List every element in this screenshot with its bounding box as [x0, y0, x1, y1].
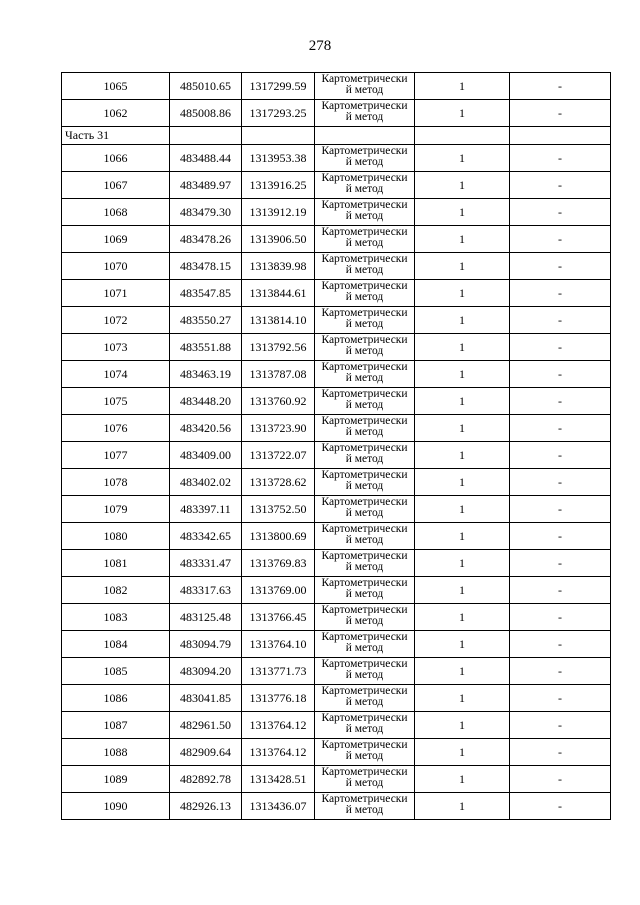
x-coordinate-cell: 482892.78	[170, 766, 242, 793]
method-line-1: Картометрически	[321, 632, 408, 643]
method-line-1: Картометрически	[321, 101, 408, 112]
table-row	[62, 100, 611, 127]
method-cell	[315, 145, 415, 172]
method-cell	[315, 793, 415, 820]
y-coordinate-cell: 1313722.07	[242, 442, 315, 469]
empty-cell	[415, 127, 510, 145]
empty-cell	[170, 127, 242, 145]
x-coordinate-cell: 483397.11	[170, 496, 242, 523]
method-text	[315, 686, 414, 710]
method-line-1: Картометрически	[321, 362, 408, 373]
y-coordinate-cell: 1313752.50	[242, 496, 315, 523]
accuracy-cell: 1	[415, 631, 510, 658]
note-cell: -	[510, 604, 611, 631]
method-cell	[315, 631, 415, 658]
method-line-2: й метод	[345, 723, 384, 735]
note-cell: -	[510, 577, 611, 604]
table-row	[62, 712, 611, 739]
y-coordinate-cell: 1313916.25	[242, 172, 315, 199]
method-cell	[315, 307, 415, 334]
point-number-cell: 1072	[62, 307, 170, 334]
method-text	[315, 200, 414, 224]
empty-cell	[315, 127, 415, 145]
method-line-2: й метод	[345, 507, 384, 519]
method-cell	[315, 739, 415, 766]
x-coordinate-cell: 483551.88	[170, 334, 242, 361]
method-text	[315, 551, 414, 575]
method-line-1: Картометрически	[321, 200, 408, 211]
note-cell: -	[510, 334, 611, 361]
y-coordinate-cell: 1313906.50	[242, 226, 315, 253]
table-row	[62, 280, 611, 307]
y-coordinate-cell: 1313800.69	[242, 523, 315, 550]
method-line-1: Картометрически	[321, 443, 408, 454]
note-cell: -	[510, 388, 611, 415]
method-line-2: й метод	[345, 399, 384, 411]
table-row	[62, 658, 611, 685]
point-number-cell: 1076	[62, 415, 170, 442]
note-cell: -	[510, 550, 611, 577]
method-line-1: Картометрически	[321, 254, 408, 265]
note-cell: -	[510, 739, 611, 766]
x-coordinate-cell: 482909.64	[170, 739, 242, 766]
x-coordinate-cell: 483478.15	[170, 253, 242, 280]
y-coordinate-cell: 1313766.45	[242, 604, 315, 631]
method-cell	[315, 172, 415, 199]
x-coordinate-cell: 483094.20	[170, 658, 242, 685]
method-text	[315, 362, 414, 386]
point-number-cell: 1084	[62, 631, 170, 658]
method-cell	[315, 577, 415, 604]
method-line-2: й метод	[345, 534, 384, 546]
table-row	[62, 550, 611, 577]
note-cell: -	[510, 523, 611, 550]
method-cell	[315, 388, 415, 415]
method-text	[315, 416, 414, 440]
method-line-2: й метод	[345, 669, 384, 681]
method-cell	[315, 73, 415, 100]
y-coordinate-cell: 1313776.18	[242, 685, 315, 712]
accuracy-cell: 1	[415, 739, 510, 766]
x-coordinate-cell: 483479.30	[170, 199, 242, 226]
x-coordinate-cell: 485008.86	[170, 100, 242, 127]
table-row	[62, 739, 611, 766]
section-row	[62, 127, 611, 145]
x-coordinate-cell: 483331.47	[170, 550, 242, 577]
method-line-2: й метод	[345, 696, 384, 708]
accuracy-cell: 1	[415, 253, 510, 280]
method-text	[315, 389, 414, 413]
point-number-cell: 1071	[62, 280, 170, 307]
x-coordinate-cell: 483463.19	[170, 361, 242, 388]
point-number-cell: 1081	[62, 550, 170, 577]
accuracy-cell: 1	[415, 442, 510, 469]
method-cell	[315, 523, 415, 550]
x-coordinate-cell: 483317.63	[170, 577, 242, 604]
method-text	[315, 740, 414, 764]
note-cell: -	[510, 226, 611, 253]
method-line-2: й метод	[345, 777, 384, 789]
accuracy-cell: 1	[415, 712, 510, 739]
y-coordinate-cell: 1313728.62	[242, 469, 315, 496]
table-row	[62, 226, 611, 253]
table-row	[62, 442, 611, 469]
accuracy-cell: 1	[415, 550, 510, 577]
x-coordinate-cell: 482961.50	[170, 712, 242, 739]
method-text	[315, 713, 414, 737]
method-line-1: Картометрически	[321, 740, 408, 751]
method-line-2: й метод	[345, 84, 384, 96]
method-line-1: Картометрически	[321, 767, 408, 778]
note-cell: -	[510, 766, 611, 793]
point-number-cell: 1070	[62, 253, 170, 280]
method-line-2: й метод	[345, 210, 384, 222]
method-line-1: Картометрически	[321, 605, 408, 616]
x-coordinate-cell: 483448.20	[170, 388, 242, 415]
empty-cell	[510, 127, 611, 145]
note-cell: -	[510, 307, 611, 334]
method-cell	[315, 496, 415, 523]
table-row	[62, 496, 611, 523]
method-line-2: й метод	[345, 318, 384, 330]
method-line-1: Картометрически	[321, 497, 408, 508]
empty-cell	[242, 127, 315, 145]
note-cell: -	[510, 658, 611, 685]
note-cell: -	[510, 253, 611, 280]
point-number-cell: 1085	[62, 658, 170, 685]
method-cell	[315, 766, 415, 793]
method-text	[315, 497, 414, 521]
point-number-cell: 1066	[62, 145, 170, 172]
method-line-2: й метод	[345, 804, 384, 816]
note-cell: -	[510, 172, 611, 199]
accuracy-cell: 1	[415, 658, 510, 685]
accuracy-cell: 1	[415, 496, 510, 523]
method-line-2: й метод	[345, 588, 384, 600]
point-number-cell: 1078	[62, 469, 170, 496]
method-cell	[315, 550, 415, 577]
method-line-2: й метод	[345, 750, 384, 762]
table-row	[62, 73, 611, 100]
x-coordinate-cell: 483041.85	[170, 685, 242, 712]
note-cell: -	[510, 73, 611, 100]
note-cell: -	[510, 496, 611, 523]
x-coordinate-cell: 483547.85	[170, 280, 242, 307]
table-row	[62, 577, 611, 604]
x-coordinate-cell: 483478.26	[170, 226, 242, 253]
method-line-1: Картометрически	[321, 470, 408, 481]
note-cell: -	[510, 631, 611, 658]
method-line-2: й метод	[345, 615, 384, 627]
method-line-2: й метод	[345, 291, 384, 303]
method-cell	[315, 199, 415, 226]
method-line-2: й метод	[345, 237, 384, 249]
y-coordinate-cell: 1317293.25	[242, 100, 315, 127]
y-coordinate-cell: 1313814.10	[242, 307, 315, 334]
method-text	[315, 254, 414, 278]
note-cell: -	[510, 415, 611, 442]
accuracy-cell: 1	[415, 199, 510, 226]
table-row	[62, 253, 611, 280]
y-coordinate-cell: 1313953.38	[242, 145, 315, 172]
method-line-2: й метод	[345, 372, 384, 384]
method-text	[315, 281, 414, 305]
point-number-cell: 1088	[62, 739, 170, 766]
table-row	[62, 334, 611, 361]
method-line-1: Картометрически	[321, 416, 408, 427]
method-text	[315, 74, 414, 98]
method-text	[315, 227, 414, 251]
y-coordinate-cell: 1313792.56	[242, 334, 315, 361]
point-number-cell: 1079	[62, 496, 170, 523]
coordinates-table	[61, 72, 611, 820]
x-coordinate-cell: 483342.65	[170, 523, 242, 550]
note-cell: -	[510, 469, 611, 496]
accuracy-cell: 1	[415, 766, 510, 793]
point-number-cell: 1083	[62, 604, 170, 631]
point-number-cell: 1069	[62, 226, 170, 253]
method-text	[315, 767, 414, 791]
method-text	[315, 470, 414, 494]
method-cell	[315, 361, 415, 388]
point-number-cell: 1082	[62, 577, 170, 604]
method-line-1: Картометрически	[321, 659, 408, 670]
y-coordinate-cell: 1313769.83	[242, 550, 315, 577]
x-coordinate-cell: 483125.48	[170, 604, 242, 631]
page-number: 278	[308, 38, 332, 54]
accuracy-cell: 1	[415, 226, 510, 253]
table-row	[62, 793, 611, 820]
method-text	[315, 335, 414, 359]
point-number-cell: 1065	[62, 73, 170, 100]
accuracy-cell: 1	[415, 415, 510, 442]
method-text	[315, 101, 414, 125]
accuracy-cell: 1	[415, 100, 510, 127]
method-line-2: й метод	[345, 345, 384, 357]
table-row	[62, 199, 611, 226]
note-cell: -	[510, 145, 611, 172]
x-coordinate-cell: 483488.44	[170, 145, 242, 172]
note-cell: -	[510, 793, 611, 820]
table-row	[62, 361, 611, 388]
table-row	[62, 388, 611, 415]
section-label: Часть 31	[62, 127, 170, 145]
accuracy-cell: 1	[415, 388, 510, 415]
method-cell	[315, 226, 415, 253]
y-coordinate-cell: 1313844.61	[242, 280, 315, 307]
y-coordinate-cell: 1313436.07	[242, 793, 315, 820]
method-line-1: Картометрически	[321, 74, 408, 85]
note-cell: -	[510, 280, 611, 307]
x-coordinate-cell: 483420.56	[170, 415, 242, 442]
x-coordinate-cell: 483550.27	[170, 307, 242, 334]
y-coordinate-cell: 1313787.08	[242, 361, 315, 388]
method-text	[315, 578, 414, 602]
method-line-1: Картометрически	[321, 578, 408, 589]
note-cell: -	[510, 685, 611, 712]
method-text	[315, 173, 414, 197]
accuracy-cell: 1	[415, 73, 510, 100]
method-cell	[315, 415, 415, 442]
point-number-cell: 1067	[62, 172, 170, 199]
method-text	[315, 443, 414, 467]
y-coordinate-cell: 1313428.51	[242, 766, 315, 793]
accuracy-cell: 1	[415, 361, 510, 388]
note-cell: -	[510, 199, 611, 226]
accuracy-cell: 1	[415, 307, 510, 334]
x-coordinate-cell: 485010.65	[170, 73, 242, 100]
method-line-1: Картометрически	[321, 389, 408, 400]
note-cell: -	[510, 361, 611, 388]
method-line-1: Картометрически	[321, 686, 408, 697]
accuracy-cell: 1	[415, 334, 510, 361]
point-number-cell: 1062	[62, 100, 170, 127]
table-row	[62, 469, 611, 496]
accuracy-cell: 1	[415, 145, 510, 172]
point-number-cell: 1073	[62, 334, 170, 361]
method-line-1: Картометрически	[321, 335, 408, 346]
method-line-2: й метод	[345, 480, 384, 492]
accuracy-cell: 1	[415, 604, 510, 631]
table-row	[62, 172, 611, 199]
y-coordinate-cell: 1313764.10	[242, 631, 315, 658]
method-text	[315, 659, 414, 683]
method-text	[315, 605, 414, 629]
method-line-1: Картометрически	[321, 227, 408, 238]
point-number-cell: 1077	[62, 442, 170, 469]
accuracy-cell: 1	[415, 469, 510, 496]
method-text	[315, 632, 414, 656]
table-row	[62, 604, 611, 631]
point-number-cell: 1089	[62, 766, 170, 793]
method-cell	[315, 712, 415, 739]
method-text	[315, 524, 414, 548]
method-text	[315, 146, 414, 170]
method-line-2: й метод	[345, 426, 384, 438]
method-line-1: Картометрически	[321, 794, 408, 805]
x-coordinate-cell: 483489.97	[170, 172, 242, 199]
method-cell	[315, 280, 415, 307]
point-number-cell: 1075	[62, 388, 170, 415]
method-text	[315, 794, 414, 818]
y-coordinate-cell: 1313760.92	[242, 388, 315, 415]
method-line-1: Картометрически	[321, 308, 408, 319]
method-cell	[315, 334, 415, 361]
x-coordinate-cell: 483402.02	[170, 469, 242, 496]
y-coordinate-cell: 1313912.19	[242, 199, 315, 226]
point-number-cell: 1090	[62, 793, 170, 820]
accuracy-cell: 1	[415, 793, 510, 820]
y-coordinate-cell: 1317299.59	[242, 73, 315, 100]
table-row	[62, 766, 611, 793]
point-number-cell: 1086	[62, 685, 170, 712]
accuracy-cell: 1	[415, 577, 510, 604]
method-cell	[315, 469, 415, 496]
method-line-1: Картометрически	[321, 281, 408, 292]
point-number-cell: 1068	[62, 199, 170, 226]
method-line-1: Картометрически	[321, 173, 408, 184]
method-line-1: Картометрически	[321, 146, 408, 157]
note-cell: -	[510, 712, 611, 739]
note-cell: -	[510, 442, 611, 469]
method-line-2: й метод	[345, 642, 384, 654]
accuracy-cell: 1	[415, 523, 510, 550]
method-cell	[315, 658, 415, 685]
point-number-cell: 1087	[62, 712, 170, 739]
note-cell: -	[510, 100, 611, 127]
x-coordinate-cell: 482926.13	[170, 793, 242, 820]
method-line-1: Картометрически	[321, 524, 408, 535]
table-row	[62, 145, 611, 172]
method-cell	[315, 604, 415, 631]
method-line-2: й метод	[345, 183, 384, 195]
y-coordinate-cell: 1313839.98	[242, 253, 315, 280]
method-text	[315, 308, 414, 332]
method-cell	[315, 253, 415, 280]
y-coordinate-cell: 1313764.12	[242, 712, 315, 739]
method-line-1: Картометрически	[321, 713, 408, 724]
y-coordinate-cell: 1313769.00	[242, 577, 315, 604]
method-line-2: й метод	[345, 156, 384, 168]
accuracy-cell: 1	[415, 172, 510, 199]
method-line-2: й метод	[345, 561, 384, 573]
table-row	[62, 307, 611, 334]
method-cell	[315, 100, 415, 127]
point-number-cell: 1080	[62, 523, 170, 550]
y-coordinate-cell: 1313723.90	[242, 415, 315, 442]
table-row	[62, 415, 611, 442]
y-coordinate-cell: 1313771.73	[242, 658, 315, 685]
x-coordinate-cell: 483094.79	[170, 631, 242, 658]
y-coordinate-cell: 1313764.12	[242, 739, 315, 766]
x-coordinate-cell: 483409.00	[170, 442, 242, 469]
method-line-1: Картометрически	[321, 551, 408, 562]
point-number-cell: 1074	[62, 361, 170, 388]
method-cell	[315, 442, 415, 469]
table-body	[62, 73, 611, 820]
method-line-2: й метод	[345, 111, 384, 123]
table-row	[62, 631, 611, 658]
accuracy-cell: 1	[415, 280, 510, 307]
method-cell	[315, 685, 415, 712]
method-line-2: й метод	[345, 453, 384, 465]
accuracy-cell: 1	[415, 685, 510, 712]
table-row	[62, 685, 611, 712]
table-row	[62, 523, 611, 550]
method-line-2: й метод	[345, 264, 384, 276]
